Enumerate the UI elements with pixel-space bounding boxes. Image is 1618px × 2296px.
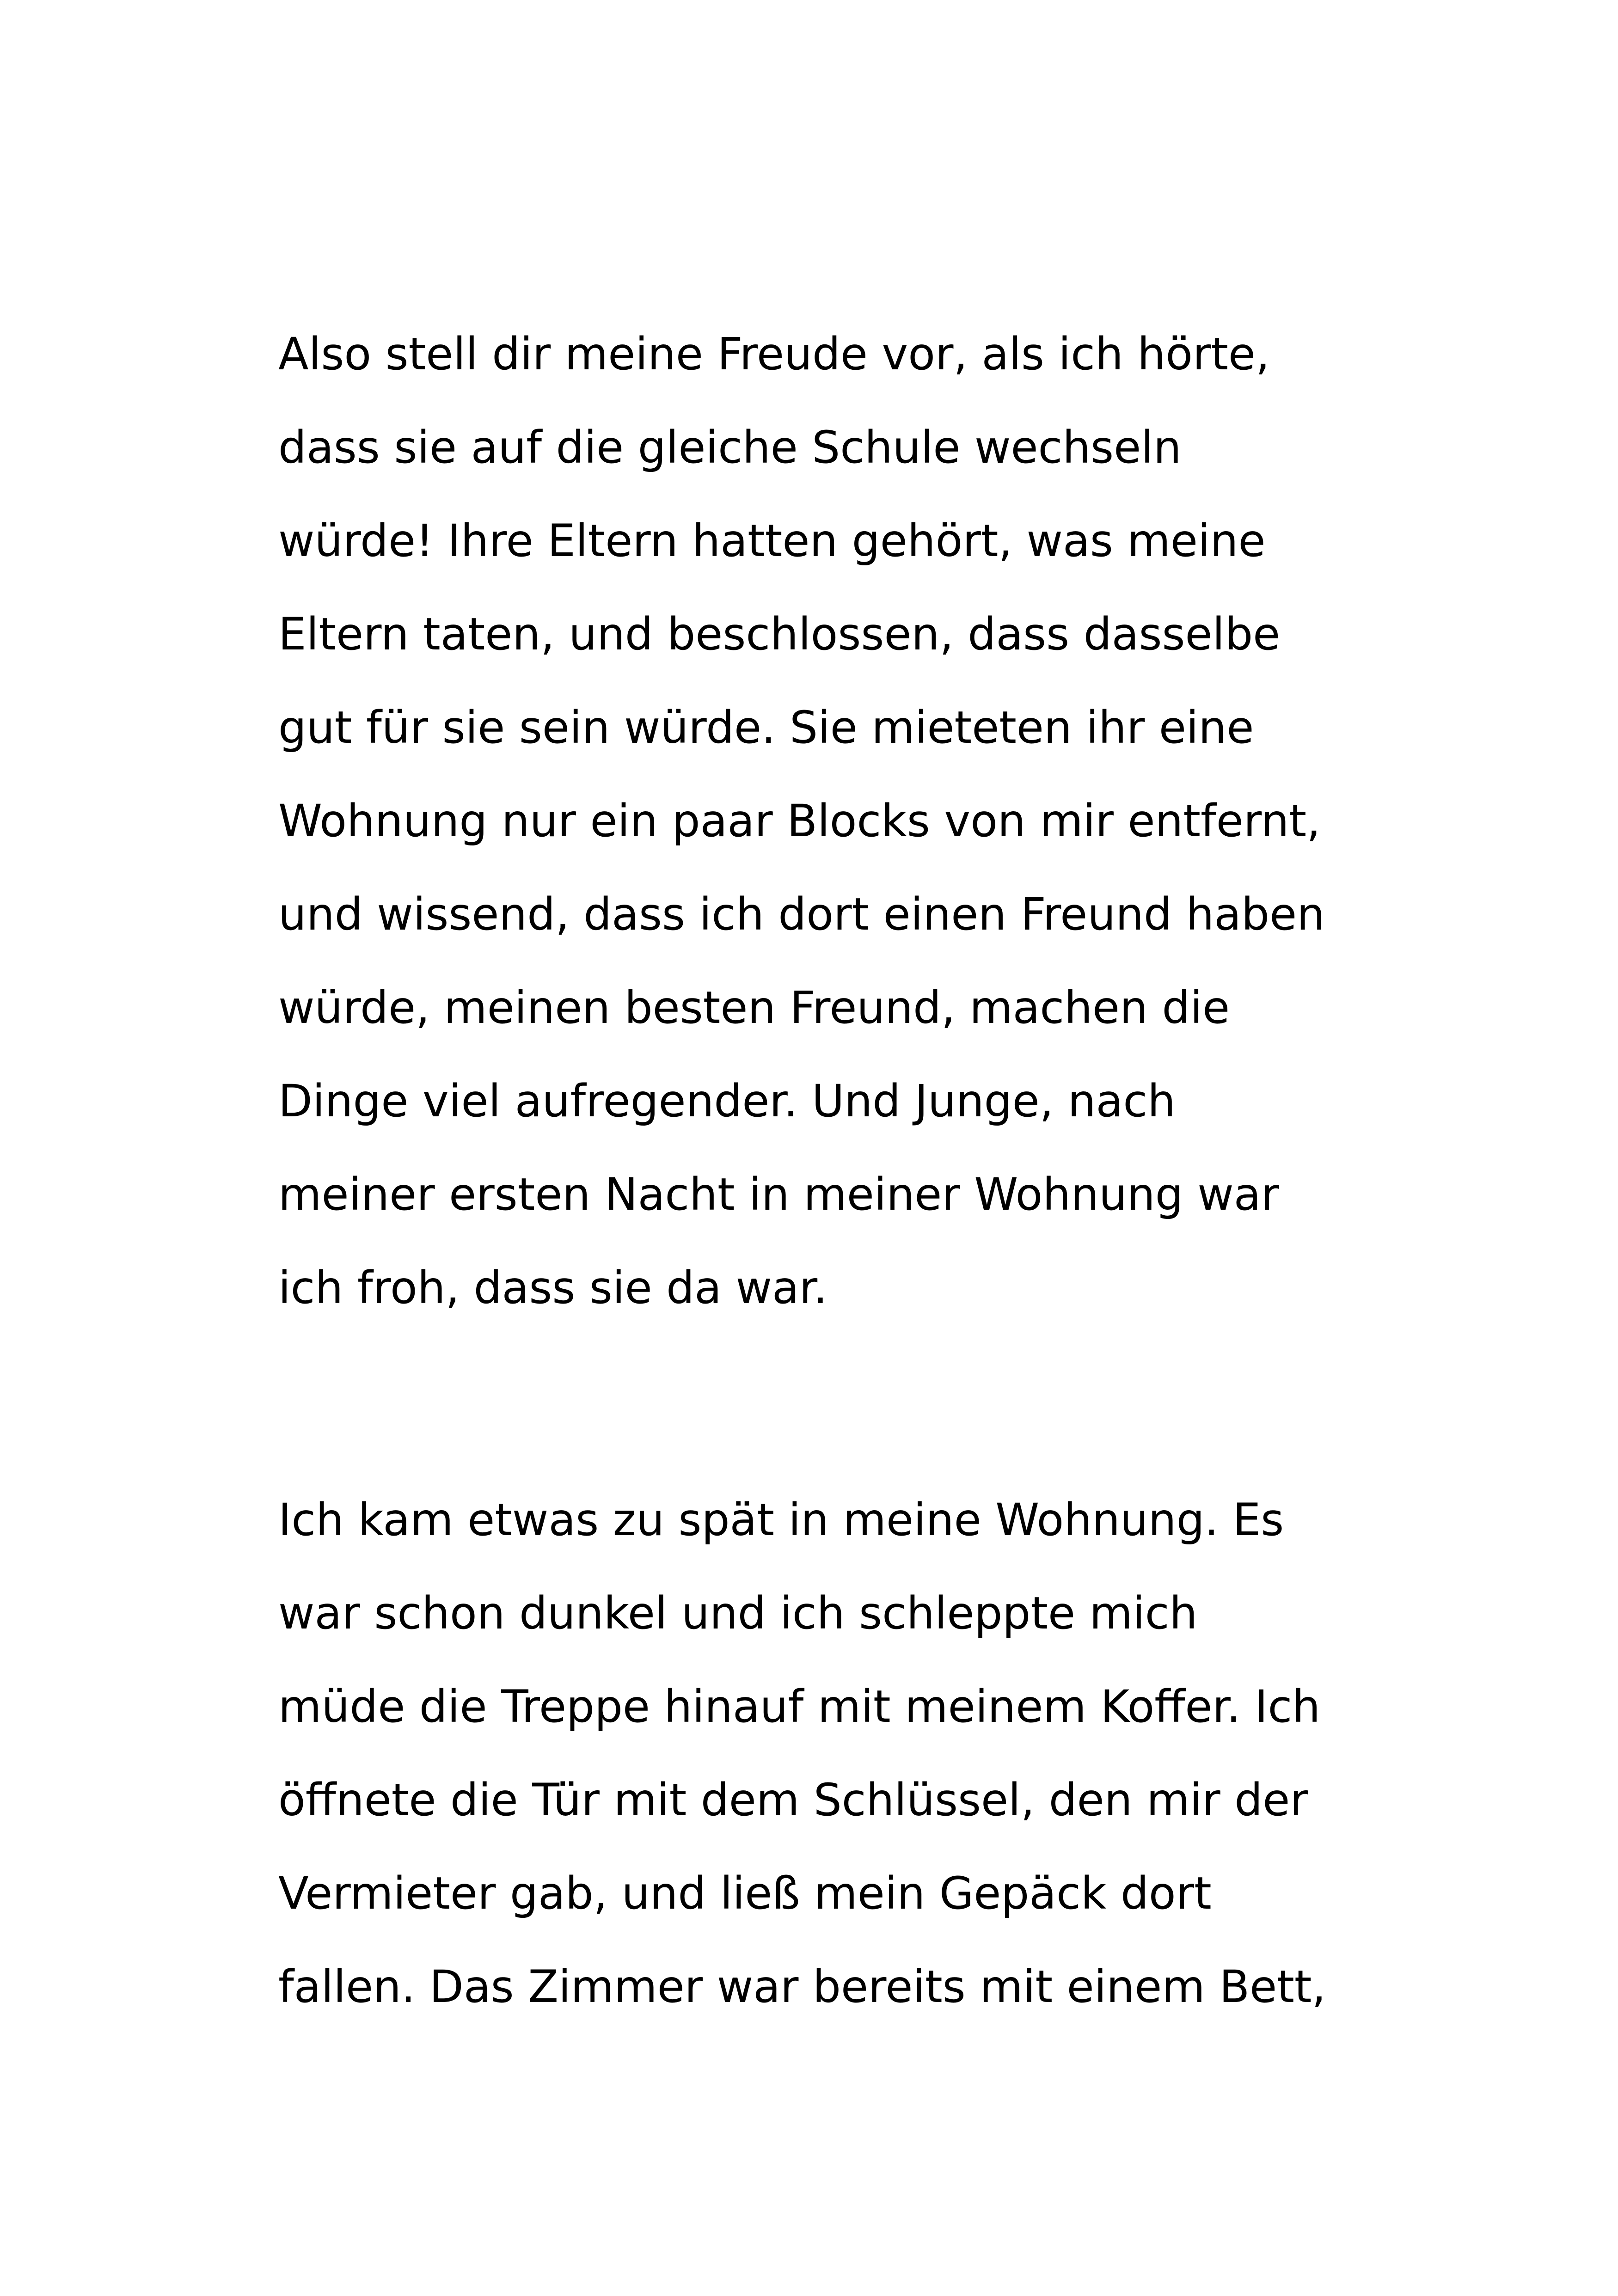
text-line: Vermieter gab, und ließ mein Gepäck dort bbox=[278, 1867, 1212, 1919]
text-line: Also stell dir meine Freude vor, als ich hörte, bbox=[278, 328, 1270, 380]
text-line: war schon dunkel und ich schleppte mich bbox=[278, 1587, 1198, 1639]
text-line: Eltern taten, und beschlossen, dass dasselbe bbox=[278, 608, 1281, 660]
text-line: dass sie auf die gleiche Schule wechseln bbox=[278, 422, 1182, 473]
text-line: und wissend, dass ich dort einen Freund haben bbox=[278, 888, 1325, 940]
text-line: gut für sie sein würde. Sie mieteten ihr eine bbox=[278, 702, 1254, 753]
text-line: ich froh, dass sie da war. bbox=[278, 1262, 827, 1314]
paragraph-2 bbox=[278, 1489, 1388, 2050]
text-line: öffnete die Tür mit dem Schlüssel, den mir der bbox=[278, 1774, 1308, 1826]
text-line: fallen. Das Zimmer war bereits mit einem Bett, bbox=[278, 1961, 1326, 2013]
text-line: würde! Ihre Eltern hatten gehört, was meine bbox=[278, 515, 1266, 567]
text-line: Wohnung nur ein paar Blocks von mir entfernt, bbox=[278, 795, 1321, 847]
text-line: Dinge viel aufregender. Und Junge, nach bbox=[278, 1075, 1176, 1127]
text-line: Ich kam etwas zu spät in meine Wohnung. Es bbox=[278, 1494, 1284, 1546]
paragraph-1 bbox=[278, 324, 1388, 1351]
text-line: würde, meinen besten Freund, machen die bbox=[278, 982, 1230, 1034]
text-line: meiner ersten Nacht in meiner Wohnung war bbox=[278, 1169, 1280, 1220]
text-line: müde die Treppe hinauf mit meinem Koffer. Ich bbox=[278, 1681, 1321, 1733]
